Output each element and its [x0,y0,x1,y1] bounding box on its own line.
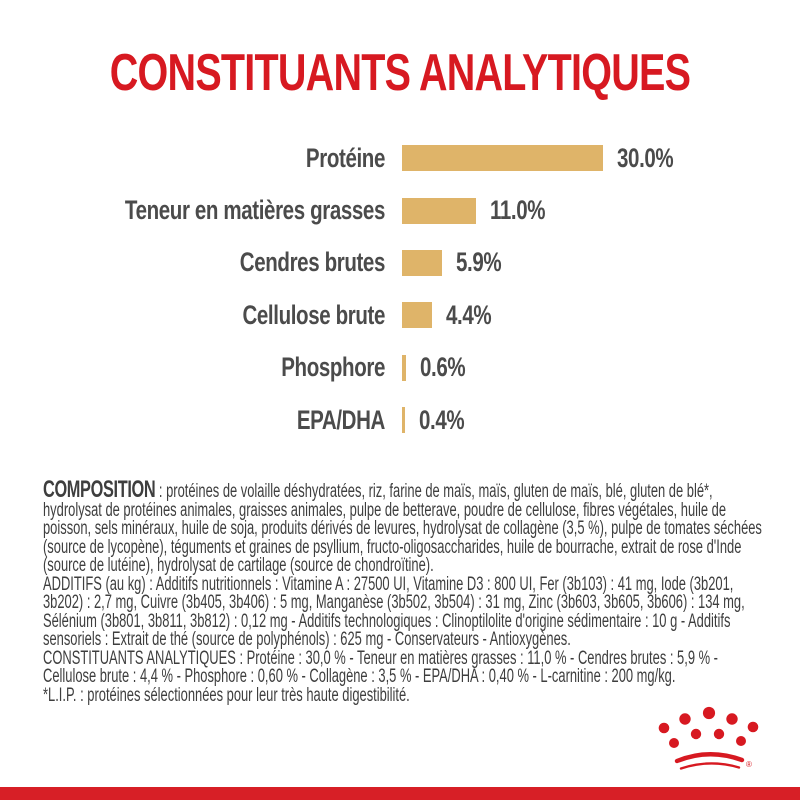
crown-dots [659,707,759,748]
bar-value: 0.6% [420,352,466,383]
chart-row [0,289,800,341]
info-text-block [43,476,763,706]
composition-body: : protéines de volaille déshydratées, riz, farine de maïs, maïs, gluten de maïs, blé, gluten de blé*, hydrolysat de protéines animales, graisses animales, pulpe de betterave, poudre de cellulose, fibres végétales, huile de poisson, sels minéraux, huile de soja, produits dérivés de levures, hydrolysat de collagène (3,5 %), pulpe de tomates séchées (source de lycopène), téguments et graines de psyllium, fructo-oligosaccharides, huile de bourrache, extrait de rose d'Inde (source de lutéine), hydrolysat de cartilage (source de chondroïtine). [43,481,762,576]
bar [402,355,406,381]
bar-label: Teneur en matières grasses [124,195,385,226]
crown-arcs [677,754,742,768]
bar-label: Phosphore [281,352,385,383]
bar [402,145,603,171]
chart-row [0,342,800,394]
royal-canin-crown-logo [650,690,760,775]
bar [402,302,432,328]
chart-row [0,394,800,446]
bar-value: 5.9% [455,247,501,278]
chart-row [0,237,800,289]
chart-row [0,132,800,184]
registered-mark: ® [746,760,752,769]
footer-red-bar [0,787,800,800]
constituants-paragraph: CONSTITUANTS ANALYTIQUES : Protéine : 30,0 % - Teneur en matières grasses : 11,0 % - Cendres brutes : 5,9 % - Cellulose brute : 4,4 % - Phosphore : 0,60 % - Collagène : 3,5 % - EPA/DHA : 0,40 % - L-carnitine : 200 mg/kg. [43,647,718,687]
composition-paragraph [43,476,763,576]
bar-value: 4.4% [445,299,491,330]
bar-value: 0.4% [418,404,464,435]
bar-value: 30.0% [617,142,674,173]
bar-label: Cendres brutes [239,247,385,278]
bar [402,250,442,276]
additifs-paragraph: ADDITIFS (au kg) : Additifs nutritionnels : Vitamine A : 27500 UI, Vitamine D3 : 800 UI, Fer (3b103) : 41 mg, Iode (3b201, 3b202) : 2,7 mg, Cuivre (3b405, 3b406) : 5 mg, Manganèse (3b502, 3b504) : 31 mg, Zinc (3b603, 3b605, 3b606) : 134 mg, Sélénium (3b801, 3b811, 3b812) : 0,12 mg - Additifs technologiques : Clinoptilolite d'origine sédimentaire : 10 g - Additifs sensoriels : Extrait de thé (source de polyphénols) : 625 mg - Conservateurs - Antioxygènes. [43,573,745,650]
chart-row [0,184,800,236]
bar-label: Cellulose brute [242,299,385,330]
bar [402,198,476,224]
composition-heading: COMPOSITION [43,476,156,503]
page-title: CONSTITUANTS ANALYTIQUES [109,44,691,102]
nutrient-bar-chart [0,132,800,446]
bar [402,407,405,433]
bar-value: 11.0% [489,195,545,226]
lip-note: *L.I.P. : protéines sélectionnées pour leur très haute digestibilité. [43,684,410,706]
bar-label: Protéine [305,142,385,173]
bar-label: EPA/DHA [296,404,385,435]
